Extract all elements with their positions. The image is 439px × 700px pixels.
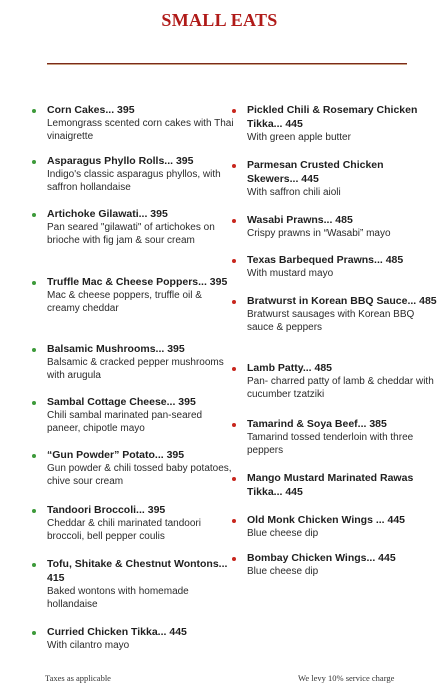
bullet-icon: [232, 300, 236, 304]
menu-title: SMALL EATS: [161, 10, 278, 30]
menu-item: [30, 395, 237, 435]
bullet-icon: [232, 219, 236, 223]
menu-item: [230, 551, 437, 578]
menu-item-name: Pickled Chili & Rosemary Chicken Tikka... 445: [247, 104, 418, 130]
menu-item-description: Balsamic & cracked pepper mushrooms with arugula: [47, 357, 224, 381]
bullet-icon: [32, 281, 36, 285]
bullet-icon: [32, 509, 36, 513]
menu-item-name: Wasabi Prawns... 485: [247, 214, 353, 226]
menu-item-description: Indigo's classic asparagus phyllos, with saffron hollandaise: [47, 169, 221, 193]
taxes-note: Taxes as applicable: [45, 673, 111, 683]
menu-item-description: Chili sambal marinated pan-seared paneer, chipotle mayo: [47, 410, 203, 434]
menu-item: [30, 154, 237, 194]
menu-item: [230, 513, 437, 540]
menu-item: [30, 275, 237, 315]
menu-item: [230, 417, 437, 457]
menu-item: [30, 207, 237, 247]
menu-item-name: Corn Cakes... 395: [47, 104, 135, 116]
menu-item-name: Curried Chicken Tikka... 445: [47, 626, 187, 638]
menu-item: [30, 557, 237, 611]
bullet-icon: [232, 164, 236, 168]
menu-item-description: Pan- charred patty of lamb & cheddar with cucumber tzatziki: [247, 376, 434, 400]
menu-item-name: Asparagus Phyllo Rolls... 395: [47, 155, 194, 167]
menu-item-description: Blue cheese dip: [247, 528, 319, 539]
menu-item-description: Bratwurst sausages with Korean BBQ sauce & peppers: [247, 309, 415, 333]
menu-item-description: With cilantro mayo: [47, 640, 130, 651]
menu-item-description: Mac & cheese poppers, truffle oil & creamy cheddar: [47, 290, 202, 314]
bullet-icon: [232, 519, 236, 523]
menu-item-description: Blue cheese dip: [247, 566, 319, 577]
bullet-icon: [32, 213, 36, 217]
bullet-icon: [232, 259, 236, 263]
bullet-icon: [32, 348, 36, 352]
menu-item-description: Baked wontons with homemade hollandaise: [47, 586, 189, 610]
menu-item-name: Tofu, Shitake & Chestnut Wontons... 415: [47, 558, 228, 584]
menu-item: [30, 342, 237, 382]
bullet-icon: [32, 401, 36, 405]
menu-item-name: Balsamic Mushrooms... 395: [47, 343, 185, 355]
bullet-icon: [32, 109, 36, 113]
menu-item-description: With green apple butter: [247, 132, 351, 143]
menu-item-name: Tamarind & Soya Beef... 385: [247, 418, 387, 430]
menu-item-description: Pan seared "gilawati" of artichokes on brioche with fig jam & sour cream: [47, 222, 215, 246]
menu-item-name: Texas Barbequed Prawns... 485: [247, 254, 404, 266]
bullet-icon: [232, 423, 236, 427]
menu-item-description: With mustard mayo: [247, 268, 334, 279]
menu-item-description: Tamarind tossed tenderloin with three peppers: [247, 432, 414, 456]
menu-item: [230, 103, 437, 144]
menu-item-name: Artichoke Gilawati... 395: [47, 208, 168, 220]
menu-item: [230, 158, 437, 199]
menu-item: [30, 625, 237, 652]
menu-item-description: Cheddar & chili marinated tandoori broccoli, bell pepper coulis: [47, 518, 201, 542]
menu-item: [230, 253, 437, 280]
bullet-icon: [32, 160, 36, 164]
menu-item-name: Parmesan Crusted Chicken Skewers... 445: [247, 159, 384, 185]
menu-item-name: Tandoori Broccoli... 395: [47, 504, 166, 516]
bullet-icon: [232, 557, 236, 561]
menu-item-name: Old Monk Chicken Wings ... 445: [247, 514, 406, 526]
bullet-icon: [32, 454, 36, 458]
menu-item: [30, 503, 237, 543]
menu-item-name: Bombay Chicken Wings... 445: [247, 552, 396, 564]
menu-item-name: Sambal Cottage Cheese... 395: [47, 396, 196, 408]
bullet-icon: [232, 109, 236, 113]
menu-item-name: Bratwurst in Korean BBQ Sauce... 485: [247, 295, 437, 307]
bullet-icon: [232, 477, 236, 481]
menu-item: [230, 213, 437, 240]
bullet-icon: [232, 367, 236, 371]
menu-item: [230, 294, 437, 334]
menu-item: [230, 471, 437, 499]
menu-item-description: Lemongrass scented corn cakes with Thai vinaigrette: [47, 118, 234, 142]
menu-item-name: Lamb Patty... 485: [247, 362, 333, 374]
menu-item-name: Mango Mustard Marinated Rawas Tikka... 445: [247, 472, 414, 498]
menu-item: [230, 361, 437, 401]
menu-item: [30, 448, 237, 488]
menu-item-description: Gun powder & chili tossed baby potatoes, chive sour cream: [47, 463, 232, 487]
menu-item-name: Truffle Mac & Cheese Poppers... 395: [47, 276, 228, 288]
service-charge-note: We levy 10% service charge: [298, 673, 395, 683]
bullet-icon: [32, 563, 36, 567]
menu-item: [30, 103, 237, 143]
bullet-icon: [32, 631, 36, 635]
menu-item-description: With saffron chili aioli: [247, 187, 341, 198]
menu-item-description: Crispy prawns in “Wasabi” mayo: [247, 228, 391, 239]
title-divider: [47, 63, 407, 65]
menu-item-name: “Gun Powder” Potato... 395: [47, 449, 185, 461]
